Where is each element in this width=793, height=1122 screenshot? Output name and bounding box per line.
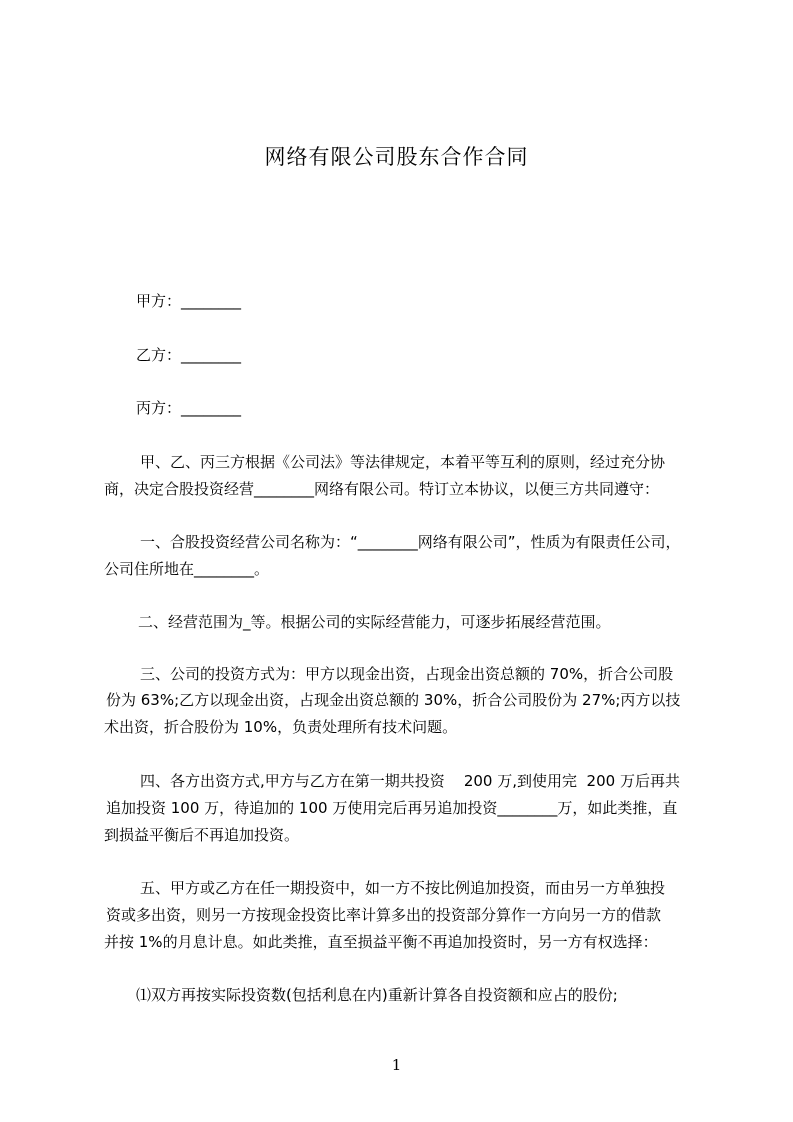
clause-3-line-3: 术出资，折合股份为 10%，负责处理所有技术问题。 [104,718,458,736]
clause-2-line-1: 二、经营范围为_等。根据公司的实际经营能力，可逐步拓展经营范围。 [138,613,611,631]
clause-1-line-1: 一、合股投资经营公司名称为：“________网络有限公司”，性质为有限责任公司， [140,533,681,551]
preamble-line-1: 甲、乙、丙三方根据《公司法》等法律规定，本着平等互利的原则，经过充分协 [140,453,666,471]
clause-4-line-3: 到损益平衡后不再追加投资。 [104,826,300,844]
preamble-line-2: 商，决定合股投资经营________网络有限公司。特订立本协议，以便三方共同遵守： [104,480,660,498]
clause-1-line-2: 公司住所地在________。 [104,560,270,578]
party-c-line: 丙方：________ [136,399,242,417]
clause-4-line-2: 追加投资 100 万，待追加的 100 万使用完后再另追加投资________万，如此类推，直 [106,799,678,817]
clause-5-line-1: 五、甲方或乙方在任一期投资中，如一方不按比例追加投资，而由另一方单独投 [140,879,666,897]
clause-5-line-3: 并按 1%的月息计息。如此类推，直至损益平衡不再追加投资时，另一方有权选择： [104,933,658,951]
clause-4-line-1: 四、各方出资方式,甲方与乙方在第一期共投资 200 万,到使用完 200 万后再共 [140,772,680,790]
clause-3-line-1: 三、公司的投资方式为：甲方以现金出资，占现金出资总额的 70%，折合公司股 [140,665,674,683]
clause-5-line-2: 资或多出资，则另一方按现金投资比率计算多出的投资部分算作一方向另一方的借款 [106,906,662,924]
party-b-line: 乙方：________ [136,346,242,364]
page-number: 1 [391,1056,402,1074]
document-title: 网络有限公司股东合作合同 [264,145,529,169]
party-a-line: 甲方：________ [136,292,242,310]
clause-3-line-2: 份为 63%;乙方以现金出资，占现金出资总额的 30%，折合公司股份为 27%;丙方以技 [106,691,681,709]
option-1-line: ⑴双方再按实际投资数(包括利息在内)重新计算各自投资额和应占的股份; [136,986,618,1004]
